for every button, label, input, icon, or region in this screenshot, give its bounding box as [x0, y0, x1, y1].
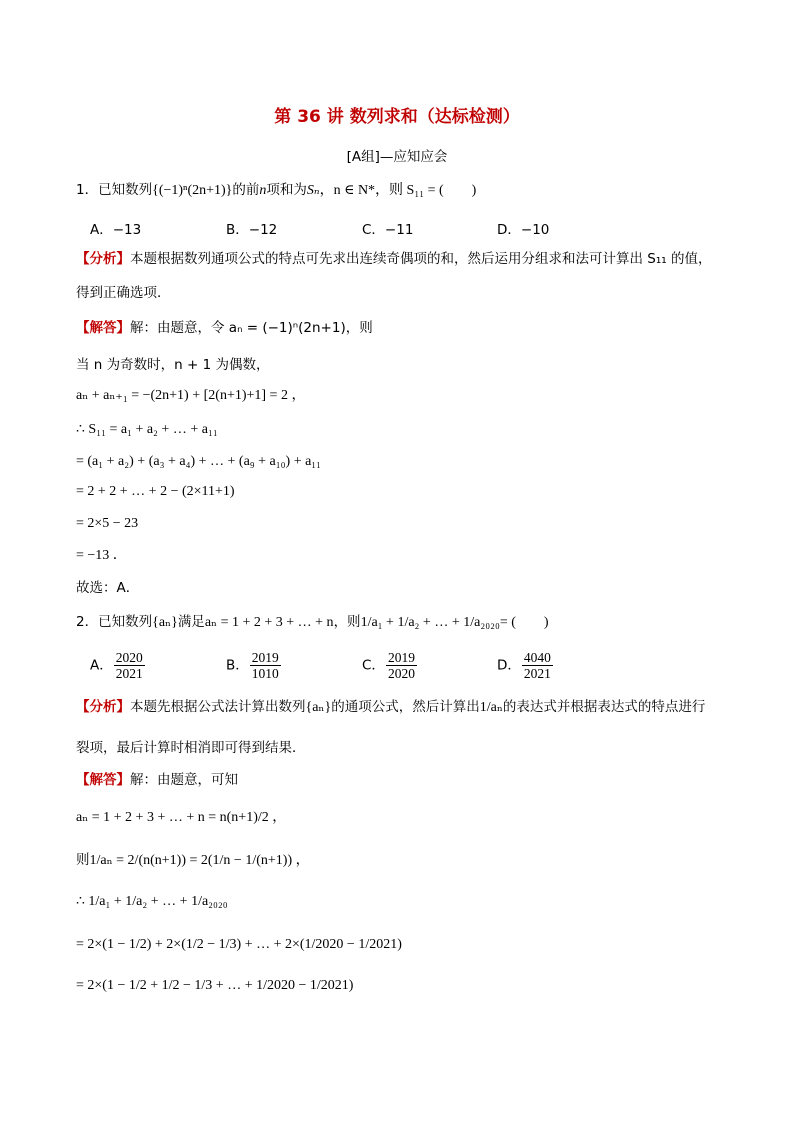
- q2-solution-tag: 【解答】: [76, 772, 130, 788]
- q1-analysis-tag: 【分析】: [76, 251, 130, 267]
- q2-option-a-num: 2020: [115, 650, 143, 665]
- q2-step-3: ∴ 1/a₁ + 1/a₂ + … + 1/a₂₀₂₀: [76, 894, 228, 909]
- q2-option-d: [497, 650, 554, 681]
- q1-ask: ，则 S₁₁ = ( ): [375, 183, 477, 198]
- q1-solution: [76, 318, 373, 338]
- q2-step-2: [76, 850, 310, 871]
- q2-option-c-den: 2020: [387, 666, 415, 681]
- q2-option-b-label: B．: [226, 657, 249, 674]
- q2-then: ，则: [333, 614, 361, 630]
- q2-option-b-den: 1010: [251, 666, 279, 681]
- q2-option-a: [90, 650, 146, 681]
- q2-option-c-num: 2019: [387, 650, 415, 665]
- q1-sn: Sₙ: [306, 183, 320, 198]
- q2-analysis-line2: 裂项，最后计算时相消即可得到结果．: [76, 740, 306, 756]
- q2-prefix: 2．已知数列: [76, 614, 153, 630]
- q1-step-5: = 2 + 2 + … + 2 − (2×11+1): [76, 484, 235, 499]
- q2-step-4: = 2×(1 − 1/2) + 2×(1/2 − 1/3) + … + 2×(1/2020 − 1/2021): [76, 937, 402, 952]
- q2-stem: [76, 612, 549, 633]
- q2-analysis-b: 的通项公式，然后计算出: [331, 699, 480, 715]
- q1-prefix: 1．已知数列: [76, 182, 153, 198]
- q2-option-c: [362, 650, 418, 681]
- q2-option-a-label: A．: [90, 657, 113, 674]
- q2-step-5: = 2×(1 − 1/2 + 1/2 − 1/3 + … + 1/2020 − 1/2021): [76, 978, 354, 993]
- q2-rel: aₙ = 1 + 2 + 3 + … + n: [204, 615, 334, 630]
- q1-analysis: [76, 249, 711, 269]
- q1-mid2: 项和为: [266, 182, 307, 198]
- q1-answer: 故选：A．: [76, 580, 140, 596]
- q2-option-a-den: 2021: [115, 666, 143, 681]
- q1-analysis-text: 本题根据数列通项公式的特点可先求出连续奇偶项的和，然后运用分组求和法可计算出 S₁₁ 的值，: [130, 251, 712, 267]
- q1-option-d: D．−10: [497, 222, 550, 238]
- q2-solution: [76, 770, 238, 790]
- q2-step-2-pre: 则: [76, 852, 90, 868]
- q1-step-4: = (a₁ + a₂) + (a₃ + a₄) + … + (a₉ + a₁₀) + a₁₁: [76, 454, 322, 469]
- q2-analysis-c: 的表达式并根据表达式的特点进行: [502, 699, 706, 715]
- q1-option-c: C．−11: [362, 222, 414, 238]
- q2-seq: {aₙ}: [152, 615, 178, 630]
- q1-solution-tag: 【解答】: [76, 320, 130, 336]
- q2-option-b-num: 2019: [251, 650, 279, 665]
- q1-step-3: ∴ S₁₁ = a₁ + a₂ + … + a₁₁: [76, 422, 218, 437]
- q2-analysis-frac: 1/aₙ: [479, 700, 503, 715]
- q2-option-c-label: C．: [362, 657, 385, 674]
- q2-option-d-label: D．: [497, 657, 521, 674]
- q2-ask: = ( ): [499, 615, 549, 630]
- q1-step-1: 当 n 为奇数时，n + 1 为偶数，: [76, 357, 270, 373]
- q2-sum: 1/a₁ + 1/a₂ + … + 1/a₂₀₂₀: [360, 615, 500, 630]
- q1-step-2: aₙ + aₙ₊₁ = −(2n+1) + [2(n+1)+1] = 2 ，: [76, 388, 306, 403]
- q2-option-d-num: 4040: [523, 650, 551, 665]
- q2-analysis: [76, 697, 705, 718]
- q2-option-d-den: 2021: [523, 666, 551, 681]
- q2-analysis-seq: {aₙ}: [305, 700, 332, 715]
- q2-step-2-expr: 1/aₙ = 2/(n(n+1)) = 2(1/n − 1/(n+1)) ，: [89, 853, 310, 868]
- q2-analysis-a: 本题先根据公式法计算出数列: [130, 699, 306, 715]
- q1-option-b: B．−12: [226, 222, 278, 238]
- page-title: 第 36 讲 数列求和（达标检测）: [274, 107, 520, 127]
- q1-mid1: 的前: [232, 182, 260, 198]
- q1-analysis-line2: 得到正确选项．: [76, 285, 171, 301]
- q2-mid: 满足: [177, 614, 205, 630]
- q2-step-1: aₙ = 1 + 2 + 3 + … + n = n(n+1)/2 ，: [76, 810, 287, 825]
- q1-n: n: [259, 183, 267, 198]
- q1-step-7: = −13 ．: [76, 548, 127, 563]
- q1-solution-intro: 解：由题意，令 aₙ = (−1)ⁿ(2n+1)，则: [130, 320, 373, 336]
- q1-option-a: A．−13: [90, 222, 142, 238]
- q2-analysis-tag: 【分析】: [76, 699, 130, 715]
- q1-step-6: = 2×5 − 23: [76, 516, 139, 531]
- q2-solution-intro: 解：由题意，可知: [130, 772, 238, 788]
- q1-cond: ，n ∈ N*: [319, 183, 376, 198]
- q1-seq: {(−1)ⁿ(2n+1)}: [152, 183, 233, 198]
- q2-option-b: [226, 650, 282, 681]
- group-label: [A组]—应知应会: [346, 149, 448, 165]
- q1-stem: [76, 180, 476, 201]
